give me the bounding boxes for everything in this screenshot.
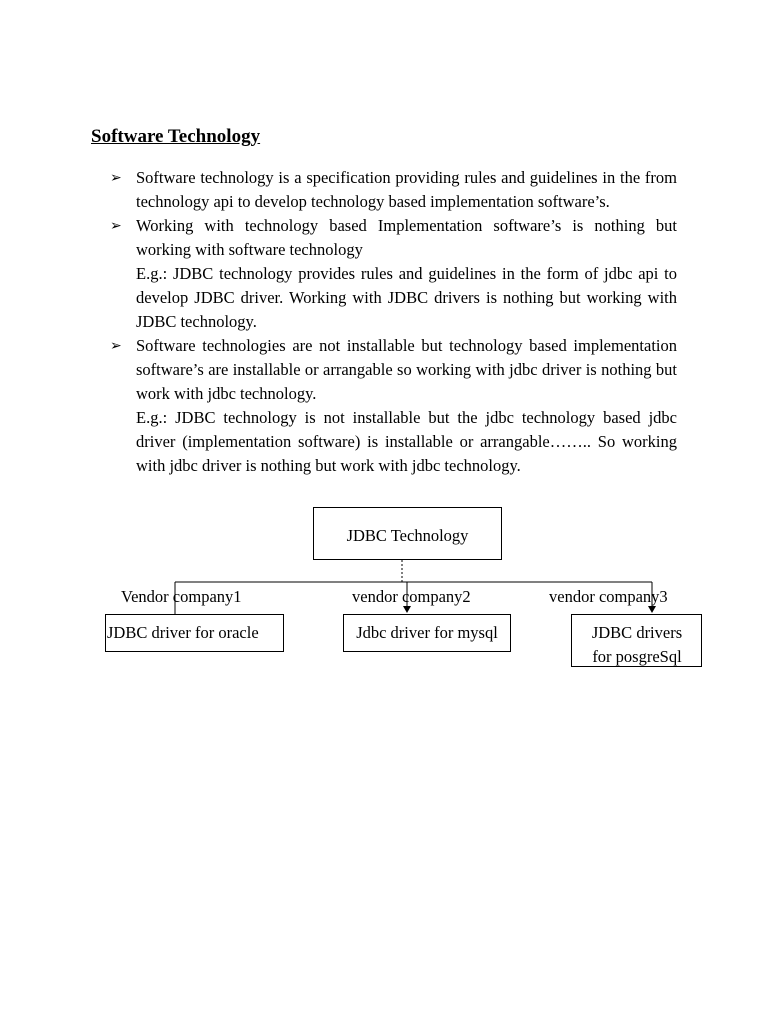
vendor-label: vendor company3 <box>549 587 668 606</box>
bullet-paragraph: Software technology is a specification providing rules and guidelines in the from technology api to develop technology based implementation software’s. <box>136 168 677 211</box>
arrow-bullet-icon: ➢ <box>110 218 122 234</box>
jdbc-technology-box: JDBC Technology <box>313 507 502 560</box>
vendor-label: Vendor company1 <box>121 587 242 606</box>
driver-box-mysql: Jdbc driver for mysql <box>343 614 511 652</box>
bullet-paragraph: Working with technology based Implementation software’s is nothing but working with software technology <box>136 216 677 259</box>
driver-box-postgresql <box>571 614 702 667</box>
arrow-bullet-icon: ➢ <box>110 170 122 186</box>
driver-box-oracle: JDBC driver for oracle <box>105 614 284 652</box>
document-heading: Software Technology <box>91 126 261 147</box>
driver-label-line: for posgreSql <box>592 647 682 666</box>
bullet-paragraph: Software technologies are not installable but technology based implementation software’s are installable or arrangable so working with jdbc driver is nothing but work with jdbc technology. <box>136 336 677 403</box>
arrow-bullet-icon: ➢ <box>110 338 122 354</box>
example-paragraph: E.g.: JDBC technology is not installable but the jdbc technology based jdbc driver (implementation software) is installable or arrangable…….. So working with jdbc driver is nothing but work with jdbc technology. <box>136 408 677 475</box>
driver-label-line: JDBC drivers <box>591 623 683 642</box>
vendor2-arrowhead-icon <box>403 606 411 613</box>
vendor3-arrowhead-icon <box>648 606 656 613</box>
vendor-label: vendor company2 <box>352 587 471 606</box>
example-paragraph: E.g.: JDBC technology provides rules and guidelines in the form of jdbc api to develop JDBC driver. Working with JDBC drivers is nothing but working with JDBC technology. <box>136 264 677 331</box>
